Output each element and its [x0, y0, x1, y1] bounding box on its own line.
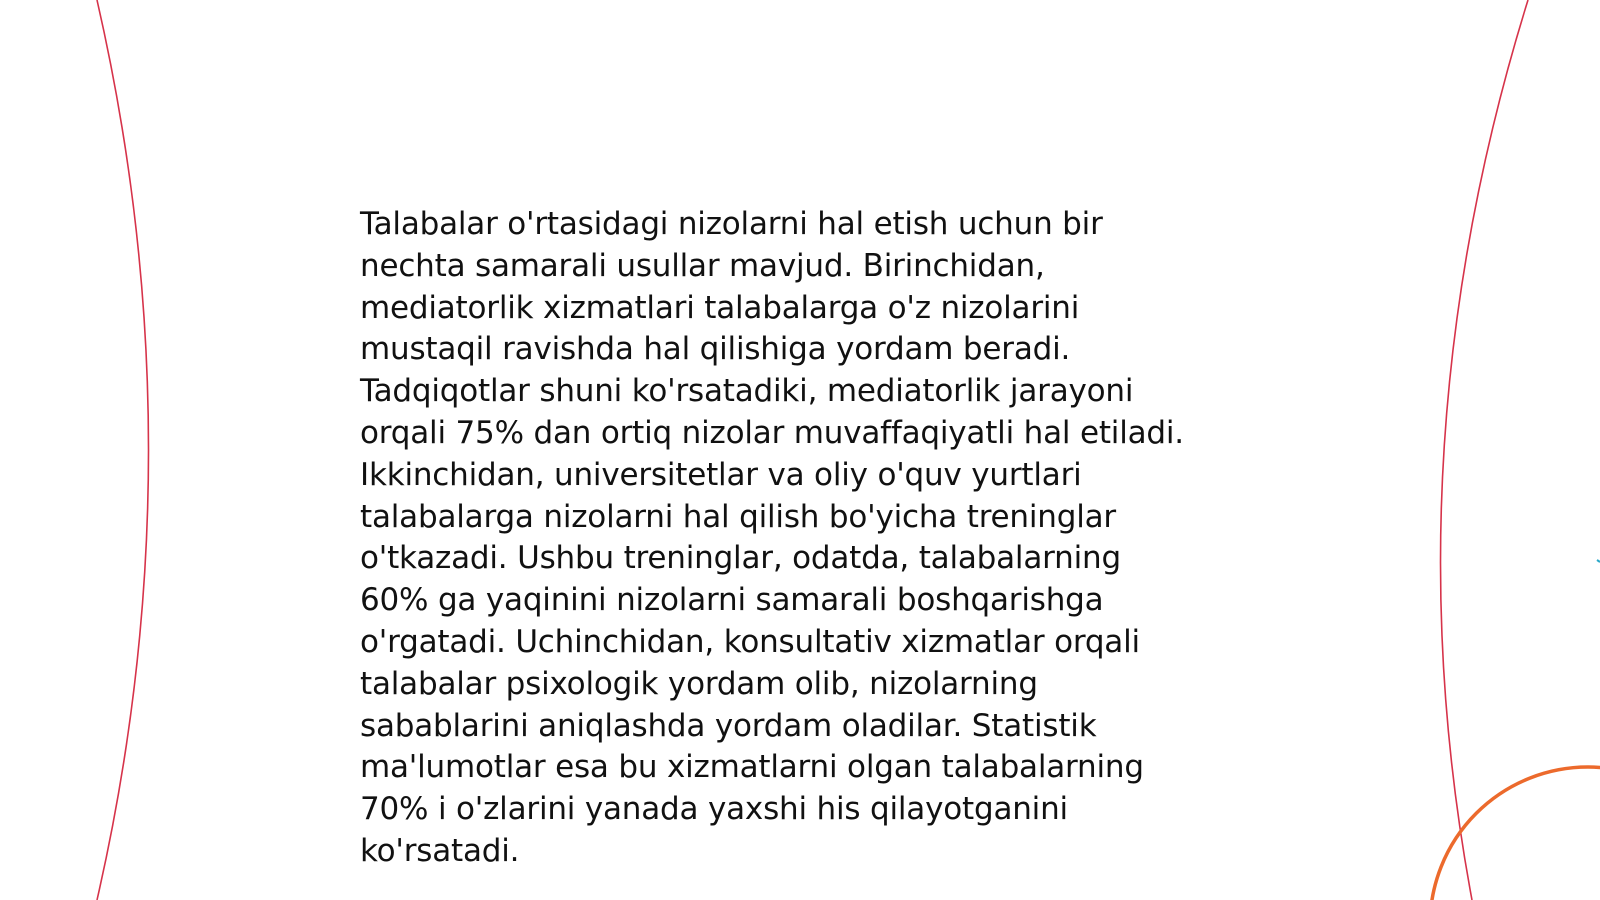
- left-arc-decoration: [97, 0, 149, 900]
- right-arc-decoration: [1441, 0, 1529, 900]
- orange-circle-decoration: [1430, 767, 1600, 900]
- body-paragraph: Talabalar o'rtasidagi nizolarni hal etish uchun bir nechta samarali usullar mavjud. Birinchidan, mediatorlik xizmatlari talabalarga o'z nizolarini mustaqil ravishda hal qilishiga yordam beradi. Tadqiqotlar shuni ko'rsatadiki, mediatorlik jarayoni orqali 75% dan ortiq nizolar muvaffaqiyatli hal etiladi. Ikkinchidan, universitetlar va oliy o'quv yurtlari talabalarga nizolarni hal qilish bo'yicha treninglar o'tkazadi. Ushbu treninglar, odatda, talabalarning 60% ga yaqinini nizolarni samarali boshqarishga o'rgatadi. Uchinchidan, konsultativ xizmatlar orqali talabalar psixologik yordam olib, nizolarning sabablarini aniqlashda yordam oladilar. Statistik ma'lumotlar esa bu xizmatlarni olgan talabalarning 70% i o'zlarini yanada yaxshi his qilayotganini ko'rsatadi.: [360, 206, 1184, 869]
